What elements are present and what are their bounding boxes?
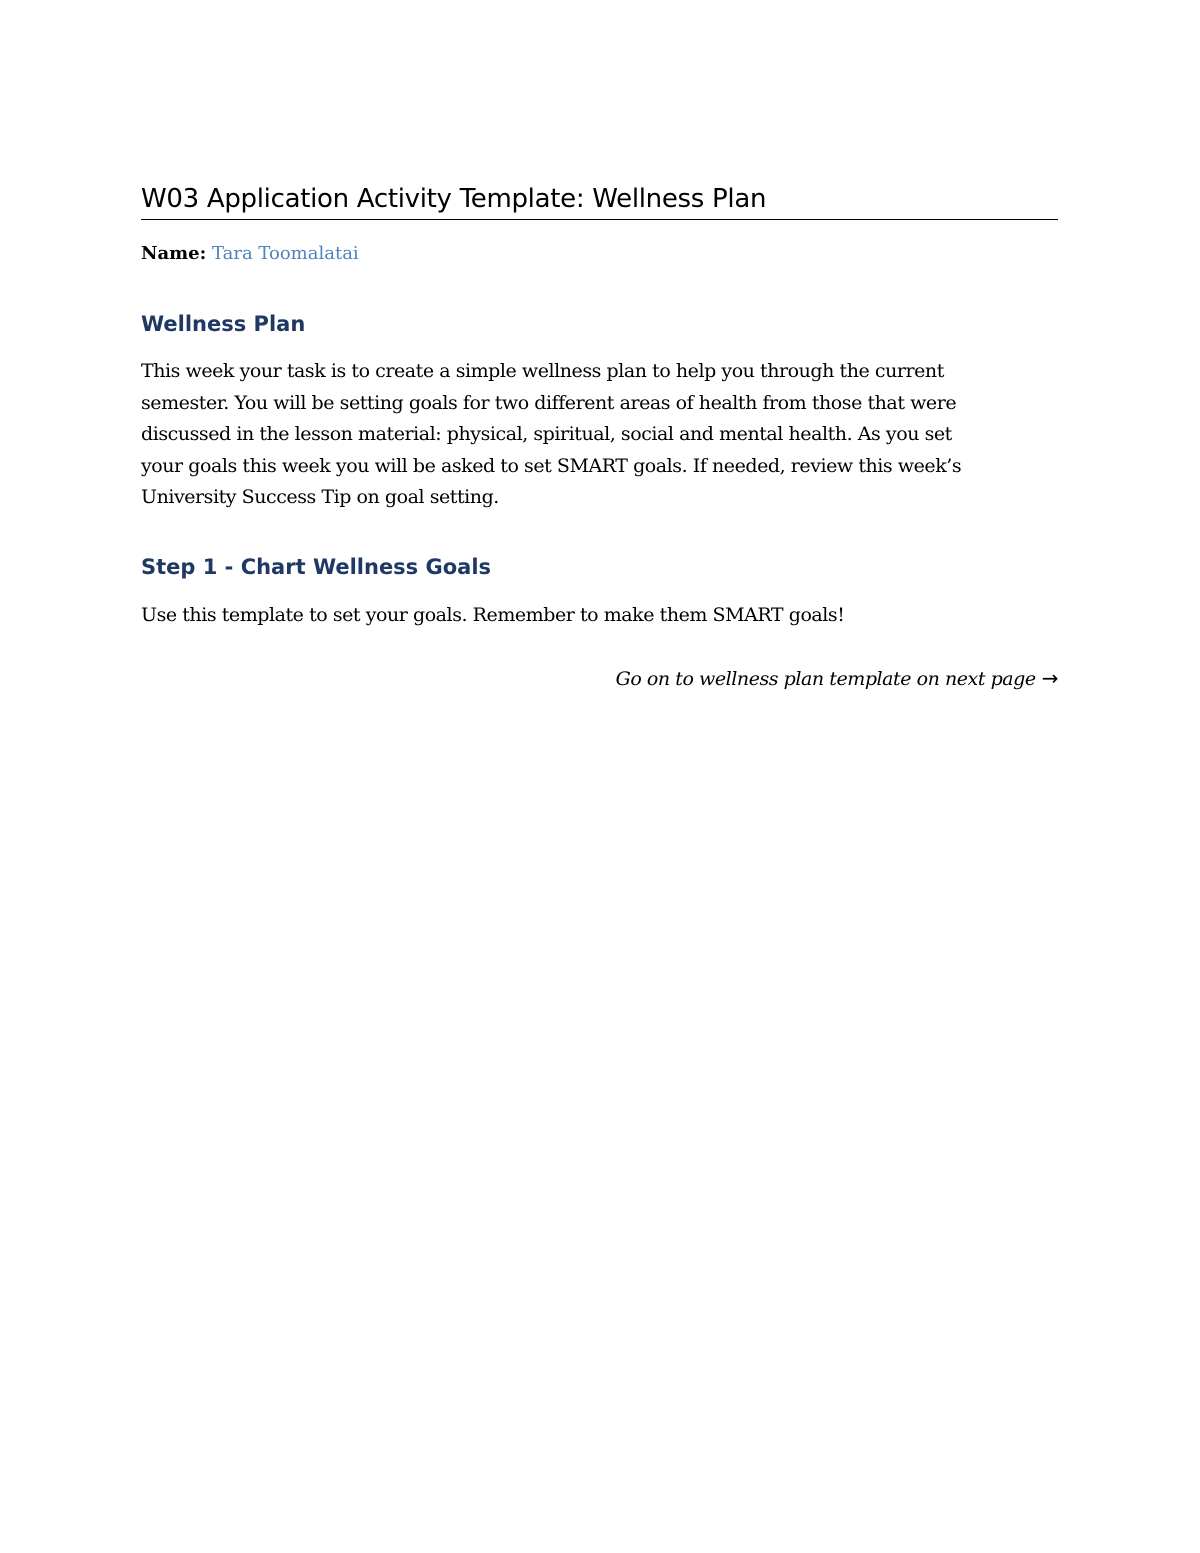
step-1-paragraph: Use this template to set your goals. Remember to make them SMART goals! [141, 604, 845, 626]
document-title: W03 Application Activity Template: Wellness Plan [141, 184, 767, 214]
name-label: Name: [141, 243, 207, 264]
paragraph-line: your goals this week you will be asked to set SMART goals. If needed, review this week’s [141, 454, 962, 477]
document-page [141, 0, 1058, 1553]
name-field [141, 241, 359, 267]
next-page-note [616, 663, 1058, 695]
next-page-text: Go on to wellness plan template on next page [615, 668, 1036, 690]
paragraph-line: This week your task is to create a simple wellness plan to help you through the current [141, 360, 944, 382]
wellness-plan-paragraph [141, 356, 1058, 514]
paragraph-line: semester. You will be setting goals for two different areas of health from those that were [141, 391, 957, 414]
paragraph-line: University Success Tip on goal setting. [141, 486, 499, 508]
right-arrow-icon: → [1041, 666, 1058, 690]
paragraph-line: discussed in the lesson material: physical, spiritual, social and mental health. As you set [141, 423, 952, 445]
title-underline-divider [141, 219, 1058, 220]
section-heading-wellness-plan: Wellness Plan [141, 312, 306, 336]
name-value[interactable]: Tara Toomalatai [212, 243, 359, 264]
section-heading-step-1: Step 1 - Chart Wellness Goals [141, 555, 492, 579]
